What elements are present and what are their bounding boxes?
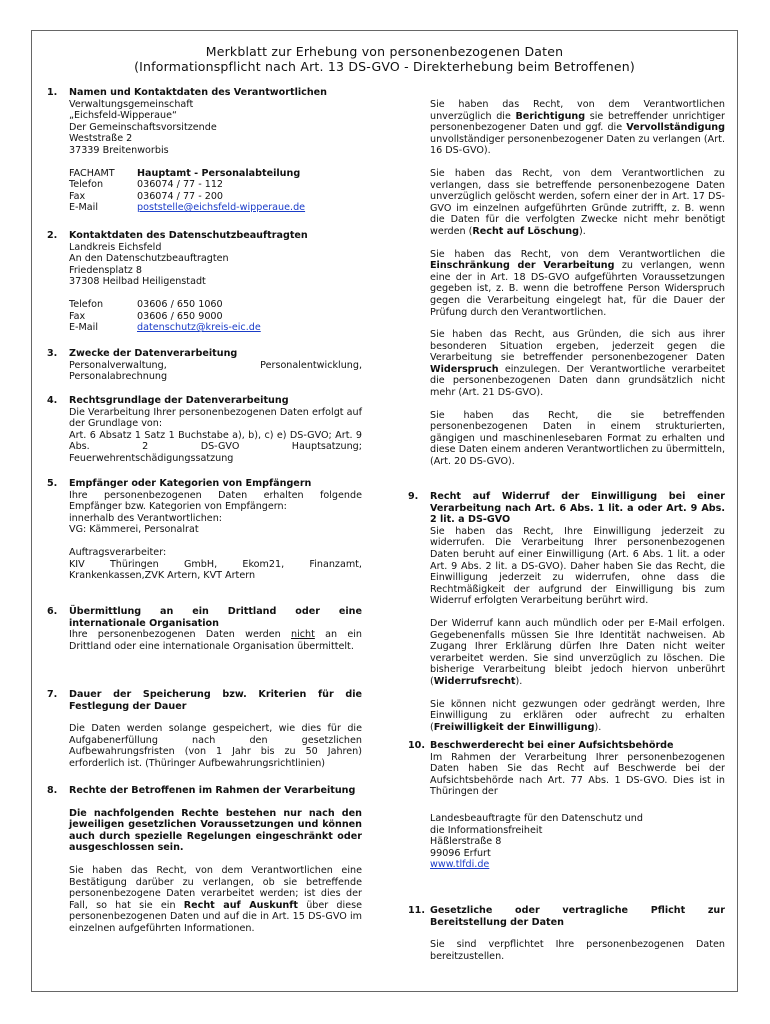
fachamt-value: Hauptamt - Personalabteilung <box>137 167 301 179</box>
right-widerspruch: Sie haben das Recht, aus Gründen, die sich aus ihrer besonderen Situation ergeben, jederzeit gegen die Verarbeitung sie betreffender personenbezogener Daten Widerspruch einzulegen. Der Verantwortliche verarbeitet die personenbezogenen Daten dann grundsätzlich nicht mehr (Art. 21 DS-GVO). <box>430 329 725 399</box>
rights-intro: Die nachfolgenden Rechte bestehen nur nach den jeweiligen gesetzlichen Voraussetzungen und können auch durch spezielle Regelungen eingeschränkt oder ausgeschlossen sein. <box>69 807 362 854</box>
section-text: Ihre personenbezogenen Daten erhalten folgende Empfänger bzw. Kategorien von Empfängern: <box>69 489 362 513</box>
section-heading: Beschwerderecht bei einer Aufsichtsbehörde <box>430 740 674 751</box>
address-line: Verwaltungsgemeinschaft <box>69 98 194 110</box>
telefon-label: Telefon <box>69 179 104 191</box>
section-10 <box>408 740 725 871</box>
address-line: Landkreis Eichsfeld <box>69 241 162 253</box>
address-line: Friedensplatz 8 <box>69 264 142 276</box>
right-berichtigung: Sie haben das Recht, von dem Verantwortlichen unverzüglich die Berichtigung sie betreffender unrichtiger personenbezogener Daten und ggf. die Vervollständigung unvollständiger personenbezogener Daten zu verlangen (Art. 16 DS-GVO). <box>430 99 725 157</box>
address-line: die Informationsfreiheit <box>430 824 543 836</box>
section-8 <box>47 785 362 935</box>
section-text: Der Widerruf kann auch mündlich oder per E-Mail erfolgen. Gegebenenfalls müssen Sie Ihre Identität nachweisen. Ab Zugang Ihrer Erklärung dürfen Ihre Daten nicht weiter verarbeitet werden. Sie sind unverzüglich zu löschen. Die bisherige Verarbeitung bleibt jedoch hiervon unberührt (Widerrufsrecht). <box>430 617 725 687</box>
section-heading: Rechte der Betroffenen im Rahmen der Verarbeitung <box>69 785 356 796</box>
section-heading: Rechtsgrundlage der Datenverarbeitung <box>69 395 289 406</box>
section-text: Sie können nicht gezwungen oder gedrängt werden, Ihre Einwilligung zu erklären oder aufrecht zu erhalten (Freiwilligkeit der Einwilligung). <box>430 698 725 733</box>
fachamt-label: FACHAMT <box>69 167 115 179</box>
section-text: Sie haben das Recht, Ihre Einwilligung jederzeit zu widerrufen. Die Verarbeitung Ihrer personenbezogenen Daten beruht auf einer Einwilligung (Art. 6 Abs. 1 lit. a oder Art. 9 Abs. 2 lit. a DS-GVO). Daher haben Sie das Recht, die Einwilligung jederzeit zu widerrufen, ohne dass die Rechtmäßigkeit der aufgrund der Einwilligung bis zum Widerruf erfolgten Verarbeitung berührt wird. <box>430 525 725 607</box>
section-8-continued <box>430 99 725 468</box>
section-number: 2. <box>47 230 58 241</box>
section-text: KIV Thüringen GmbH, Ekom21, Finanzamt, Krankenkassen,ZVK Artern, KVT Artern <box>69 558 362 582</box>
section-number: 10. <box>408 740 425 751</box>
section-heading: Gesetzliche oder vertragliche Pflicht zur Bereitstellung der Daten <box>430 905 725 928</box>
section-number: 5. <box>47 478 58 489</box>
section-text: VG: Kämmerei, Personalrat <box>69 524 199 536</box>
section-text: Im Rahmen der Verarbeitung Ihrer personenbezogenen Daten haben Sie das Recht auf Beschwerde bei der Aufsichtsbehörde nach Art. 77 Abs. 1 DS-GVO. Dies ist in Thüringen der <box>430 751 725 798</box>
section-3 <box>47 348 362 383</box>
section-4 <box>47 395 362 465</box>
section-text: Sie sind verpflichtet Ihre personenbezogenen Daten bereitzustellen. <box>430 939 725 962</box>
fax-label: Fax <box>69 310 86 322</box>
email-label: E-Mail <box>69 322 99 334</box>
section-9 <box>408 491 725 733</box>
address-line: 99096 Erfurt <box>430 847 491 859</box>
section-6 <box>47 606 362 652</box>
email-link[interactable]: datenschutz@kreis-eic.de <box>137 322 261 334</box>
section-text: Personalverwaltung, Personalentwicklung, Personalabrechnung <box>69 359 362 383</box>
address-line: 37339 Breitenworbis <box>69 144 169 156</box>
address-line: Landesbeauftragte für den Datenschutz und <box>430 812 643 824</box>
section-text: Die Verarbeitung Ihrer personenbezogenen Daten erfolgt auf der Grundlage von: <box>69 406 362 430</box>
section-text: Auftragsverarbeiter: <box>69 546 167 558</box>
email-label: E-Mail <box>69 202 99 214</box>
section-heading: Empfänger oder Kategorien von Empfängern <box>69 478 312 489</box>
section-number: 4. <box>47 395 58 406</box>
telefon-label: Telefon <box>69 298 104 310</box>
address-line: Häßlerstraße 8 <box>430 836 502 848</box>
contact-table <box>69 299 261 334</box>
section-number: 8. <box>47 785 58 796</box>
title-line-2: (Informationspflicht nach Art. 13 DS-GVO - Direkterhebung beim Betroffenen) <box>134 59 635 74</box>
section-number: 7. <box>47 689 58 700</box>
email-link[interactable]: poststelle@eichsfeld-wipperaue.de <box>137 202 306 214</box>
address-line: „Eichsfeld-Wipperaue“ <box>69 110 177 122</box>
section-number: 1. <box>47 87 58 98</box>
section-heading: Kontaktdaten des Datenschutzbeauftragten <box>69 230 308 241</box>
section-heading: Dauer der Speicherung bzw. Kriterien für die Festlegung der Dauer <box>69 689 362 712</box>
section-5 <box>47 478 362 582</box>
section-2 <box>47 230 362 334</box>
section-heading: Namen und Kontaktdaten des Verantwortlichen <box>69 87 328 98</box>
section-text: Sie haben das Recht, von dem Verantwortlichen eine Bestätigung darüber zu verlangen, ob sie betreffende personenbezogene Daten verarbeitet werden; ist dies der Fall, so hat sie ein Recht auf Auskunft über diese personenbezogenen Daten und auf die in Art. 15 DS-GVO im einzelnen aufgeführten Informationen. <box>69 864 362 934</box>
section-number: 11. <box>408 905 425 916</box>
section-text: Ihre personenbezogenen Daten werden nicht an ein Drittland oder eine internationale Organisation übermittelt. <box>69 629 362 652</box>
section-heading: Recht auf Widerruf der Einwilligung bei einer Verarbeitung nach Art. 6 Abs. 1 lit. a oder Art. 9 Abs. 2 lit. a DS-GVO <box>430 491 725 526</box>
contact-table <box>69 168 305 214</box>
section-text: Art. 6 Absatz 1 Satz 1 Buchstabe a), b), c) e) DS-GVO; Art. 9 Abs. 2 DS-GVO Hauptsatzung; Feuerwehrentschädigungssatzung <box>69 429 362 464</box>
section-heading: Zwecke der Datenverarbeitung <box>69 348 238 359</box>
section-heading: Übermittlung an ein Drittland oder eine internationale Organisation <box>69 606 362 629</box>
section-7 <box>47 689 362 770</box>
section-number: 9. <box>408 491 419 502</box>
right-einschraenkung: Sie haben das Recht, von dem Verantwortlichen die Einschränkung der Verarbeitung zu verlangen, wenn eine der in Art. 18 DS-GVO aufgeführten Voraussetzungen gegeben ist, z. B. wenn die betroffene Person Widerspruch gegen die Verarbeitung eingelegt hat, für die Dauer der Prüfung durch den Verantwortlichen. <box>430 248 725 318</box>
right-column <box>408 99 725 962</box>
fax-value: 03606 / 650 9000 <box>137 310 223 322</box>
address-line: An den Datenschutzbeauftragten <box>69 253 229 265</box>
fax-value: 036074 / 77 - 200 <box>137 190 224 202</box>
fax-label: Fax <box>69 190 86 202</box>
address-line: Weststraße 2 <box>69 133 133 145</box>
address-line: Der Gemeinschaftsvorsitzende <box>69 121 217 133</box>
address-line: 37308 Heilbad Heiligenstadt <box>69 276 206 288</box>
section-number: 6. <box>47 606 58 617</box>
section-number: 3. <box>47 348 58 359</box>
section-text: innerhalb des Verantwortlichen: <box>69 512 223 524</box>
telefon-value: 03606 / 650 1060 <box>137 298 223 310</box>
right-loeschung: Sie haben das Recht, von dem Verantwortlichen zu verlangen, dass sie betreffende personenbezogene Daten unverzüglich gelöscht werden, sofern einer der in Art. 17 DS-GVO im einzelnen aufgeführten Gründe zutrifft, z. B. wenn die Daten für die verfolgten Zwecke nicht mehr benötigt werden (Recht auf Löschung). <box>430 167 725 237</box>
tlfdi-link[interactable]: www.tlfdi.de <box>430 859 490 871</box>
section-text: Die Daten werden solange gespeichert, wie dies für die Aufgabenerfüllung nach den gesetzlichen Aufbewahrungsfristen (von 1 Jahr bis zu 50 Jahren) erforderlich ist. (Thüringer Aufbewahrungsrichtlinien) <box>69 723 362 769</box>
right-datenuebertragbarkeit: Sie haben das Recht, die sie betreffenden personenbezogenen Daten in einem strukturierten, gängigen und maschinenlesebaren Format zu erhalten und diese Daten einem anderen Verantwortlichen zu übermitteln, (Art. 20 DS-GVO). <box>430 409 725 468</box>
telefon-value: 036074 / 77 - 112 <box>137 179 224 191</box>
title-line-1: Merkblatt zur Erhebung von personenbezogenen Daten <box>205 44 564 59</box>
section-1 <box>47 87 362 214</box>
section-11 <box>408 905 725 962</box>
